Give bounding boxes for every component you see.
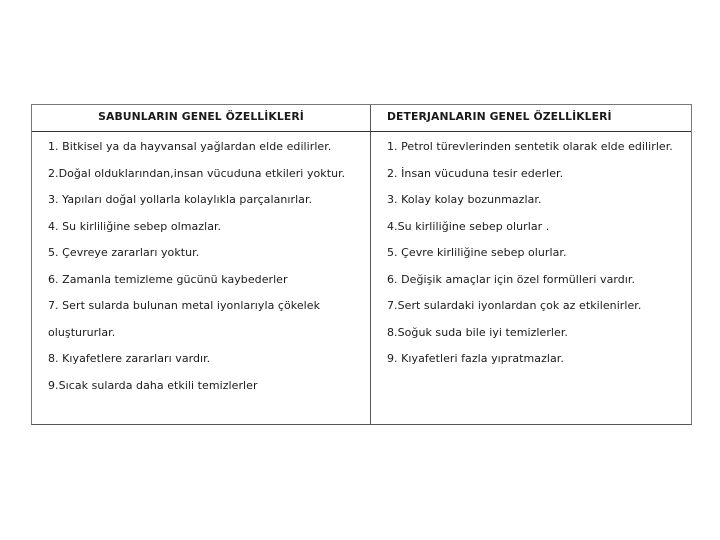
- detergent-line: 7.Sert sulardaki iyonlardan çok az etkilenirler.: [387, 299, 642, 312]
- soap-column: [32, 132, 371, 424]
- soap-line: 5. Çevreye zararları yoktur.: [48, 246, 200, 259]
- soap-line: 8. Kıyafetlere zararları vardır.: [48, 352, 211, 365]
- detergent-column: [371, 132, 673, 424]
- soap-line: 2.Doğal olduklarından,insan vücuduna etkileri yoktur.: [48, 166, 346, 180]
- detergent-line: 2. İnsan vücuduna tesir ederler.: [387, 166, 564, 180]
- soap-line: 9.Sıcak sularda daha etkili temizlerler: [48, 378, 258, 392]
- detergent-line: 9. Kıyafetleri fazla yıpratmazlar.: [387, 352, 564, 365]
- soap-line: 4. Su kirliliğine sebep olmazlar.: [48, 219, 222, 233]
- detergent-line: 4.Su kirliliğine sebep olurlar .: [387, 219, 550, 233]
- soap-line: oluştururlar.: [48, 325, 116, 339]
- detergent-header: DETERJANLARIN GENEL ÖZELLİKLERİ: [387, 110, 612, 123]
- detergent-line: 8.Soğuk suda bile iyi temizlerler.: [387, 325, 568, 339]
- soap-line: 7. Sert sularda bulunan metal iyonlarıyla çökelek: [48, 299, 320, 312]
- soap-line: 1. Bitkisel ya da hayvansal yağlardan elde edilirler.: [48, 140, 332, 153]
- soap-header: SABUNLARIN GENEL ÖZELLİKLERİ: [32, 105, 371, 131]
- detergent-line: 1. Petrol türevlerinden sentetik olarak elde edilirler.: [387, 140, 673, 153]
- table-header-row: [32, 105, 691, 132]
- table-body-row: [32, 132, 691, 424]
- comparison-table: [31, 104, 692, 425]
- soap-line: 3. Yapıları doğal yollarla kolaylıkla parçalanırlar.: [48, 193, 313, 206]
- detergent-line: 6. Değişik amaçlar için özel formülleri vardır.: [387, 272, 635, 286]
- detergent-line: 5. Çevre kirliliğine sebep olurlar.: [387, 246, 567, 259]
- detergent-line: 3. Kolay kolay bozunmazlar.: [387, 193, 542, 206]
- soap-line: 6. Zamanla temizleme gücünü kaybederler: [48, 272, 288, 286]
